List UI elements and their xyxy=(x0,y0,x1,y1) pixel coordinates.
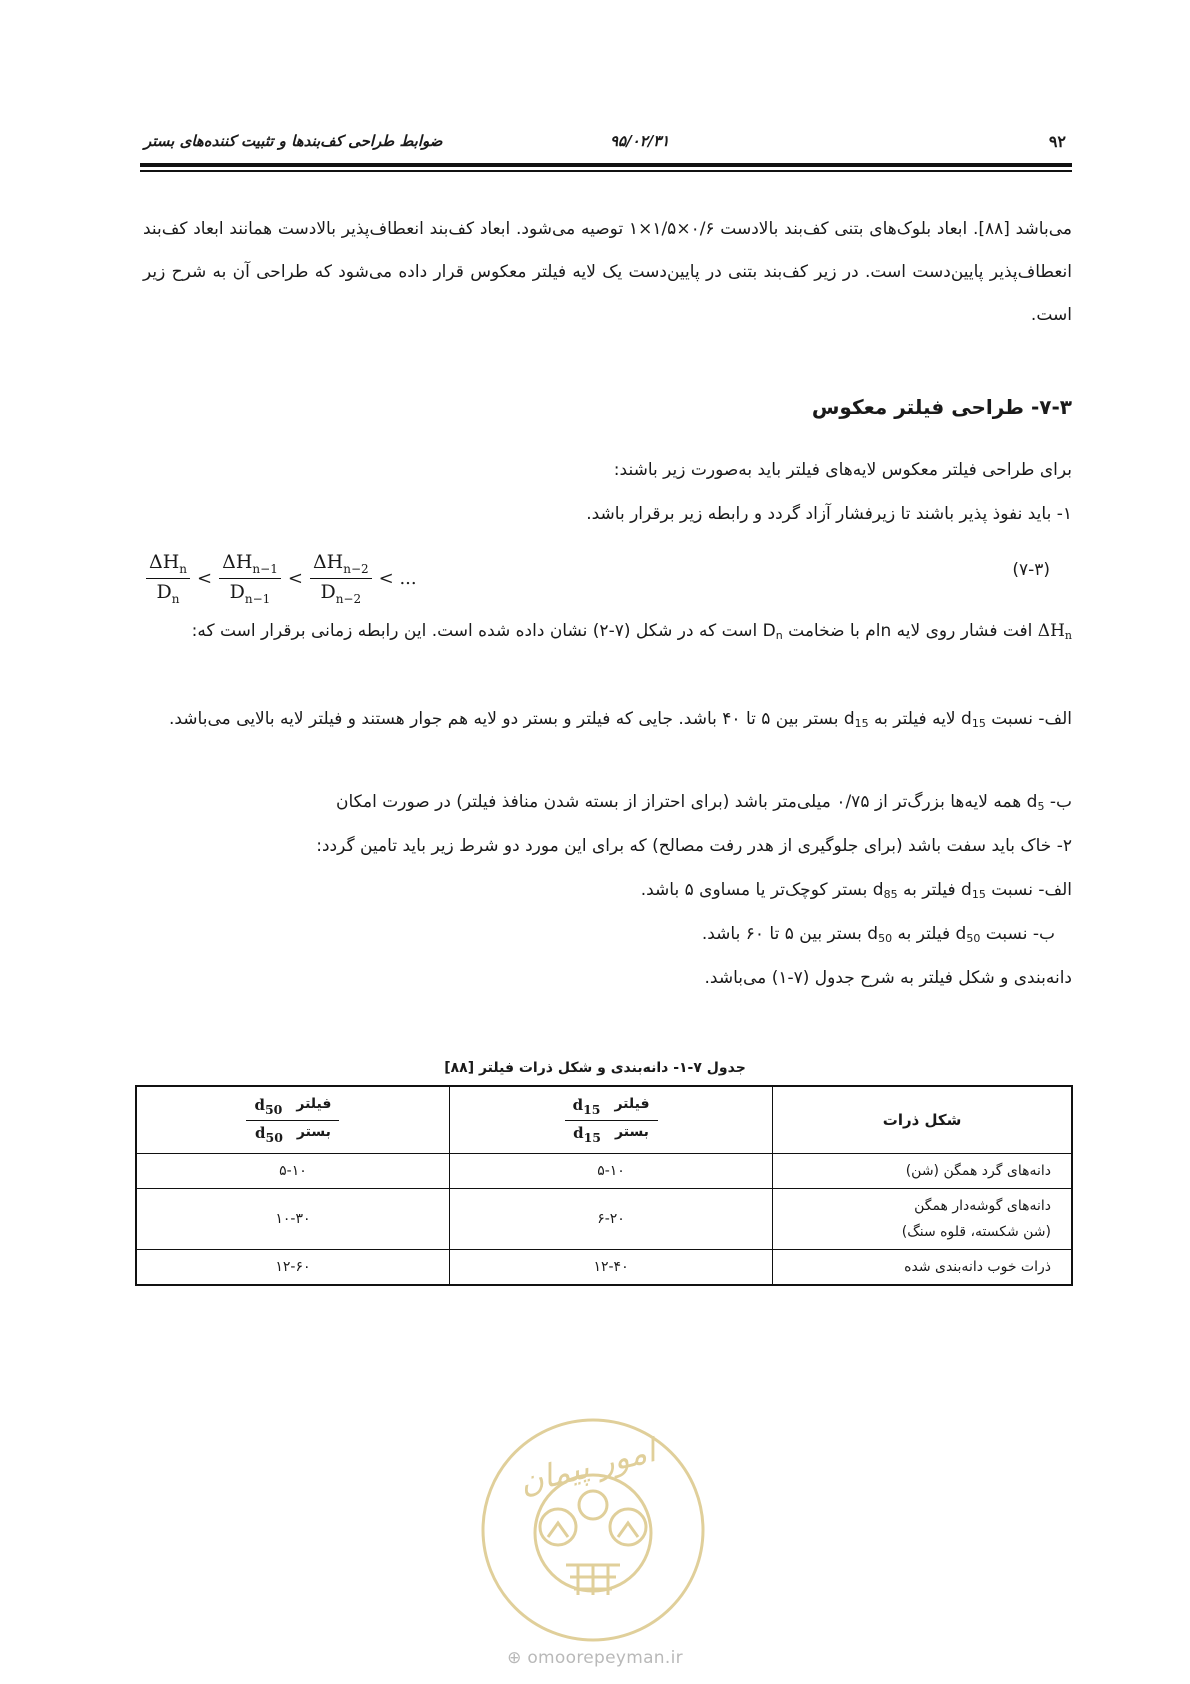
cell-d15-ratio: ۱۲-۴۰ xyxy=(449,1250,772,1286)
section-heading: ۷-۳- طراحی فیلتر معکوس xyxy=(811,395,1072,419)
cell-shape: ذرات خوب دانه‌بندی شده xyxy=(773,1250,1072,1286)
table-row xyxy=(136,1189,1072,1250)
list-item-a: الف- نسبت $d_{15}$ لایه فیلتر به $d_{15}$ بستر بین ۵ تا ۴۰ باشد. جایی که فیلتر و بستر دو لایه هم جوار هستند و فیلتر لایه بالایی می‌باشد. xyxy=(168,709,1072,730)
header-shape: شکل ذرات xyxy=(773,1086,1072,1154)
cell-shape: دانه‌های گرد همگن (شن) xyxy=(773,1154,1072,1189)
list-item-b: ب- $d_5$ همه لایه‌ها بزرگ‌تر از ۰/۷۵ میلی‌متر باشد (برای احتراز از بسته شدن منافذ فیلتر) در صورت امکان xyxy=(335,792,1072,813)
globe-icon: ⊕ xyxy=(507,1648,522,1668)
cell-d50-ratio: ۵-۱۰ xyxy=(136,1154,449,1189)
table-header-row xyxy=(136,1086,1072,1154)
cell-d15-ratio: ۶-۲۰ xyxy=(449,1189,772,1250)
closing-line: دانه‌بندی و شکل فیلتر به شرح جدول (۷-۱) می‌باشد. xyxy=(704,968,1072,988)
table-caption: جدول ۷-۱- دانه‌بندی و شکل ذرات فیلتر [۸۸] xyxy=(444,1060,746,1076)
body-line: برای طراحی فیلتر معکوس لایه‌های فیلتر باید به‌صورت زیر باشند: xyxy=(613,460,1072,480)
cell-d50-ratio: ۱۰-۳۰ xyxy=(136,1189,449,1250)
equation-fraction: $\frac{\Delta H_{n-2}}{D_{n-2}}$ xyxy=(310,551,372,606)
list-item-2: ۲- خاک باید سفت باشد (برای جلوگیری از هدر رفت مصالح) که برای این مورد دو شرط زیر باید تامین گردد: xyxy=(316,836,1072,856)
header-rule-thin xyxy=(140,170,1072,172)
page-number: ۹۲ xyxy=(1048,132,1066,151)
filter-gradation-table xyxy=(135,1085,1073,1286)
header-date: ۹۵/۰۲/۳۱ xyxy=(610,132,670,150)
cell-shape: دانه‌های گوشه‌دار همگن (شن شکسته، قلوه سنگ) xyxy=(773,1189,1072,1250)
cell-d15-ratio: ۵-۱۰ xyxy=(449,1154,772,1189)
table-row xyxy=(136,1154,1072,1189)
header-rule-thick xyxy=(140,163,1072,167)
cell-d50-ratio: ۱۲-۶۰ xyxy=(136,1250,449,1286)
list-item-2a: الف- نسبت $d_{15}$ فیلتر به $d_{85}$ بستر کوچک‌تر یا مساوی ۵ باشد. xyxy=(640,880,1072,901)
seal-signature: امور پیمان xyxy=(515,1431,660,1502)
header-ratio-d50: $d_{50}$ فیلتر $d_{50}$ بستر xyxy=(136,1086,449,1154)
explanation-paragraph: $\Delta H_n$ افت فشار روی لایه nام با ضخامت $D_n$ است که در شکل (۷-۲) نشان داده شده است. این رابطه زمانی برقرار است که: xyxy=(191,621,1072,642)
list-item-2b: ب- نسبت $d_{50}$ فیلتر به $d_{50}$ بستر بین ۵ تا ۶۰ باشد. xyxy=(701,924,1055,945)
table-row xyxy=(136,1250,1072,1286)
seal-stamp xyxy=(478,1415,708,1645)
equation-fraction: $\frac{\Delta H_{n-1}}{D_{n-1}}$ xyxy=(219,551,281,606)
watermark: ⊕ omoorepeyman.ir xyxy=(507,1648,683,1668)
header-title: ضوابط طراحی کف‌بندها و تثبیت کننده‌های بستر xyxy=(144,132,443,150)
body-line: ۱- باید نفوذ پذیر باشند تا زیرفشار آزاد گردد و رابطه زیر برقرار باشد. xyxy=(586,504,1072,524)
equation-fraction: $\frac{\Delta H_n}{D_n}$ xyxy=(146,551,190,606)
intro-paragraph: می‌باشد [۸۸]. ابعاد بلوک‌های بتنی کف‌بند بالادست ۰/۶×۱/۵×۱ توصیه می‌شود. ابعاد کف‌بند انعطاف‌پذیر بالادست همانند ابعاد کف‌بند انعطاف‌پذیر پایین‌دست است. در زیر کف‌بند بتنی در پایین‌دست یک لایه فیلتر معکوس قرار داده می‌شود که طراحی آن به شرح زیر است. xyxy=(143,219,1072,325)
running-header xyxy=(140,126,1072,152)
equation-number: (۷-۳) xyxy=(1012,560,1050,580)
equation: $\frac{\Delta H_n}{D_n}$ < $\frac{\Delta H_{n-1}}{D_{n-1}}$ < $\frac{\Delta H_{n-2}}{D_{n-2}}$ < ... xyxy=(143,548,421,608)
header-ratio-d15: $d_{15}$ فیلتر $d_{15}$ بستر xyxy=(449,1086,772,1154)
